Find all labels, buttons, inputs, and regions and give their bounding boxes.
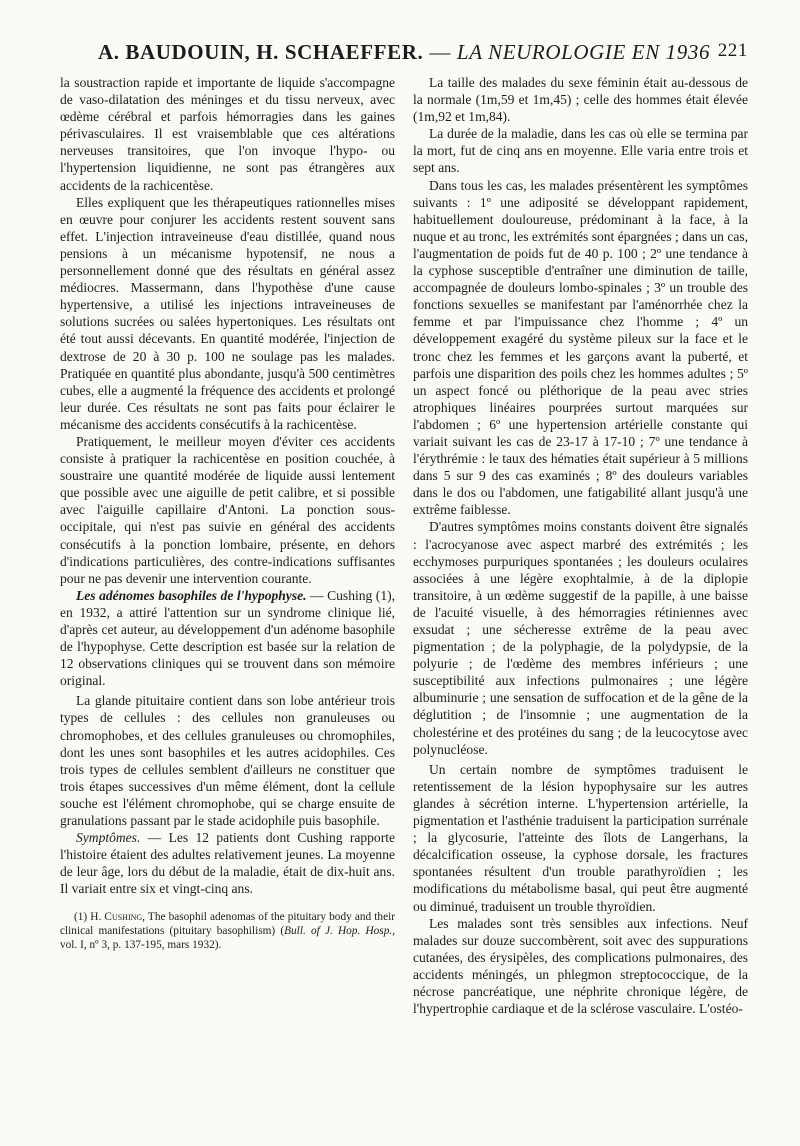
paragraph: Les malades sont très sensibles aux infections. Neuf malades sur douze succombèrent, soit avec des suppurations cutanées, des érysipèles, des complications pulmonaires, des accidents méningés, un phlegmon streptococcique, de la nécrose pancréatique, une néphrite chronique légère, de l'hypertrophie cardiaque et de la sclérose vasculaire. L'ostéo-	[413, 915, 748, 1017]
footnote-author: Cushing	[104, 910, 143, 923]
header-authors: A. BAUDOUIN, H. SCHAEFFER.	[97, 40, 424, 64]
left-column	[60, 74, 395, 1017]
paragraph: Elles expliquent que les thérapeutiques rationnelles mises en œuvre pour conjurer les accidents restent souvent sans effet. L'injection intraveineuse d'eau distillée, quand nous pensions à un mécanisme hypotensif, ne nous a personnellement donné que des résultats en général assez médiocres. Massermann, dans l'hypothèse d'une cause hypertensive, a utilisé les injections intraveineuses de solutions sucrées ou salées hypertoniques. Les résultats ont été tout aussi décevants. En quantité modérée, l'injection de dextrose de 20 à 30 p. 100 ne soulage pas les malades. Pratiquée en quantité plus abondante, jusqu'à 500 centimètres cubes, elle a augmenté la fréquence des accidents et prolongé leur durée. Ces résultats ne sont pas faits pour éclairer le mécanisme des accidents consécutifs à la rachicentèse.	[60, 194, 395, 432]
paragraph-text: — Cushing (1), en 1932, a attiré l'attention sur un syndrome clinique lié, d'après cet auteur, au développement d'un adénome basophile de l'hypophyse. Cette description est basée sur la relation de 12 observations cliniques qui se trouvent dans son mémoire original.	[60, 587, 395, 689]
section-heading: Les adénomes basophiles de l'hypophyse.	[76, 587, 307, 603]
footnote-marker: (1) H.	[74, 910, 105, 923]
footnote-journal: Bull. of J. Hop. Hosp.	[284, 924, 393, 937]
right-column	[413, 74, 748, 1017]
paragraph: La taille des malades du sexe féminin était au-dessous de la normale (1m,59 et 1m,45) ; celle des hommes était élevée (1m,92 et 1m,84).	[413, 75, 748, 125]
footnote	[60, 910, 395, 952]
footnote-end: , vol. I, nº 3, p. 137-195, mars 1932).	[60, 924, 396, 951]
section-paragraph-symptomes	[60, 829, 395, 897]
two-column-body	[60, 74, 748, 1017]
header-separator: —	[429, 40, 451, 64]
section-paragraph-adenomes	[60, 587, 395, 690]
paragraph: Dans tous les cas, les malades présentèrent les symptômes suivants : 1º une adiposité se développant rapidement, habituellement douloureuse, prédominant à la face, à la nuque et au tronc, les extrémités sont épargnées ; dans un cas, l'augmentation de poids fut de 40 p. 100 ; 2º une tendance à la cyphose susceptible d'entraîner une diminution de taille, accompagnée de douleurs lombo-spinales ; 3º un trouble des fonctions sexuelles se manifestant par l'aménorrhée chez la femme et par l'impuissance chez l'homme ; 4º un développement exagéré du système pileux sur la face et le tronc chez les femmes et les garçons avant la puberté, et parfois une disparition des poils chez les hommes adultes ; 5º un aspect foncé ou pléthorique de la peau avec stries atrophiques linéaires pourprées surtout marquées sur l'abdomen ; 6º une hypertension artérielle constante qui variait suivant les cas de 23-17 à 17-10 ; 7º une tendance à l'érythrémie : le taux des hématies était supérieur à 5 millions dans 5 sur 9 des cas examinés ; 8º des douleurs variables dans le dos ou l'abdomen, une fatigabilité allant jusqu'à une extrême faiblesse.	[413, 177, 748, 518]
page-number: 221	[717, 40, 748, 61]
paragraph-text: — Les 12 patients dont Cushing rapporte l'histoire étaient des adultes relativement jeunes. La moyenne de leur âge, lors du début de la maladie, était de dix-huit ans. Il variait entre six et vingt-cinq ans.	[60, 830, 395, 897]
header-journal-title: LA NEUROLOGIE EN 1936	[456, 40, 711, 64]
paragraph: D'autres symptômes moins constants doivent être signalés : l'acrocyanose avec aspect marbré des extrémités ; les ecchymoses purpuriques spontanées ; les douleurs oculaires associées à une légère exophtalmie, à de la diplopie transitoire, à un œdème suggestif de la papille, à une baisse de l'acuité visuelle, à des hémorragies rétiniennes avec exsudat ; une sécheresse extrême de la peau avec pigmentation ; de la polyphagie, de la polydypsie, de la polyurie ; de l'œdème des membres inférieurs ; une susceptibilité aux infections pulmonaires ; une légère albuminurie ; une sensation de suffocation et de la gêne de la déglutition ; de l'insomnie ; une augmentation de la cholestérine et des protéines du sang ; de la leucocytose avec polynucléose.	[413, 519, 748, 757]
footnote-text	[60, 910, 395, 952]
running-header	[60, 40, 748, 70]
paragraph: Un certain nombre de symptômes traduisent le retentissement de la lésion hypophysaire sur les autres glandes à sécrétion interne. L'hypertension artérielle, la pigmentation et l'asthénie traduisent la participation surrénale ; la glycosurie, l'atteinte des îlots de Langerhans, la décalcification osseuse, la cyphose dorsale, les fractures spontanées résultent d'un trouble parathyroïdien ; les modifications du métabolisme basal, qui peut être augmenté ou diminué, traduisent un trouble thyroïdien.	[413, 761, 748, 914]
paragraph: Pratiquement, le meilleur moyen d'éviter ces accidents consiste à pratiquer la rachicentèse en position couchée, à soustraire une quantité modérée de liquide aussi lentement que possible avec une aiguille de petit calibre, et si possible avec l'aiguille capillaire d'Antoni. La ponction sous-occipitale, qui n'est pas suivie en général des accidents consécutifs à la ponction lombaire, présente, en dehors d'indications particulières, des contre-indications suffisantes pour ne pas devenir une intervention courante.	[60, 433, 395, 586]
subsection-heading: Symptômes.	[76, 830, 141, 846]
footnote-body: , The basophil adenomas of the pituitary body and their clinical manifestations (pituitary basophilism) (	[60, 910, 395, 937]
paragraph: La durée de la maladie, dans les cas où elle se termina par la mort, fut de cinq ans en moyenne. Elle varia entre trois et sept ans.	[413, 126, 748, 176]
paragraph: la soustraction rapide et importante de liquide s'accompagne de vaso-dilatation des méninges et du tissu nerveux, avec œdème cérébral et parfois hémorragies dans les gaines périvasculaires. Il est vraisemblable que ces altérations nerveuses transitoires, que l'on invoque l'hypo- ou l'hypertension liquidienne, ne sont pas étrangères aux accidents de la rachicentèse.	[60, 75, 395, 193]
paragraph: La glande pituitaire contient dans son lobe antérieur trois types de cellules : des cellules non granuleuses ou chromophobes, et des cellules granuleuses ou chromophiles, dont les unes sont basophiles et les autres acidophiles. Ces trois types de cellules semblent d'ailleurs ne constituer que trois étapes successives d'un même élément, dont la cellule souche est l'élément chromophobe, qui se charge ensuite de granulations passant par le stade acidophile puis basophile.	[60, 693, 395, 829]
